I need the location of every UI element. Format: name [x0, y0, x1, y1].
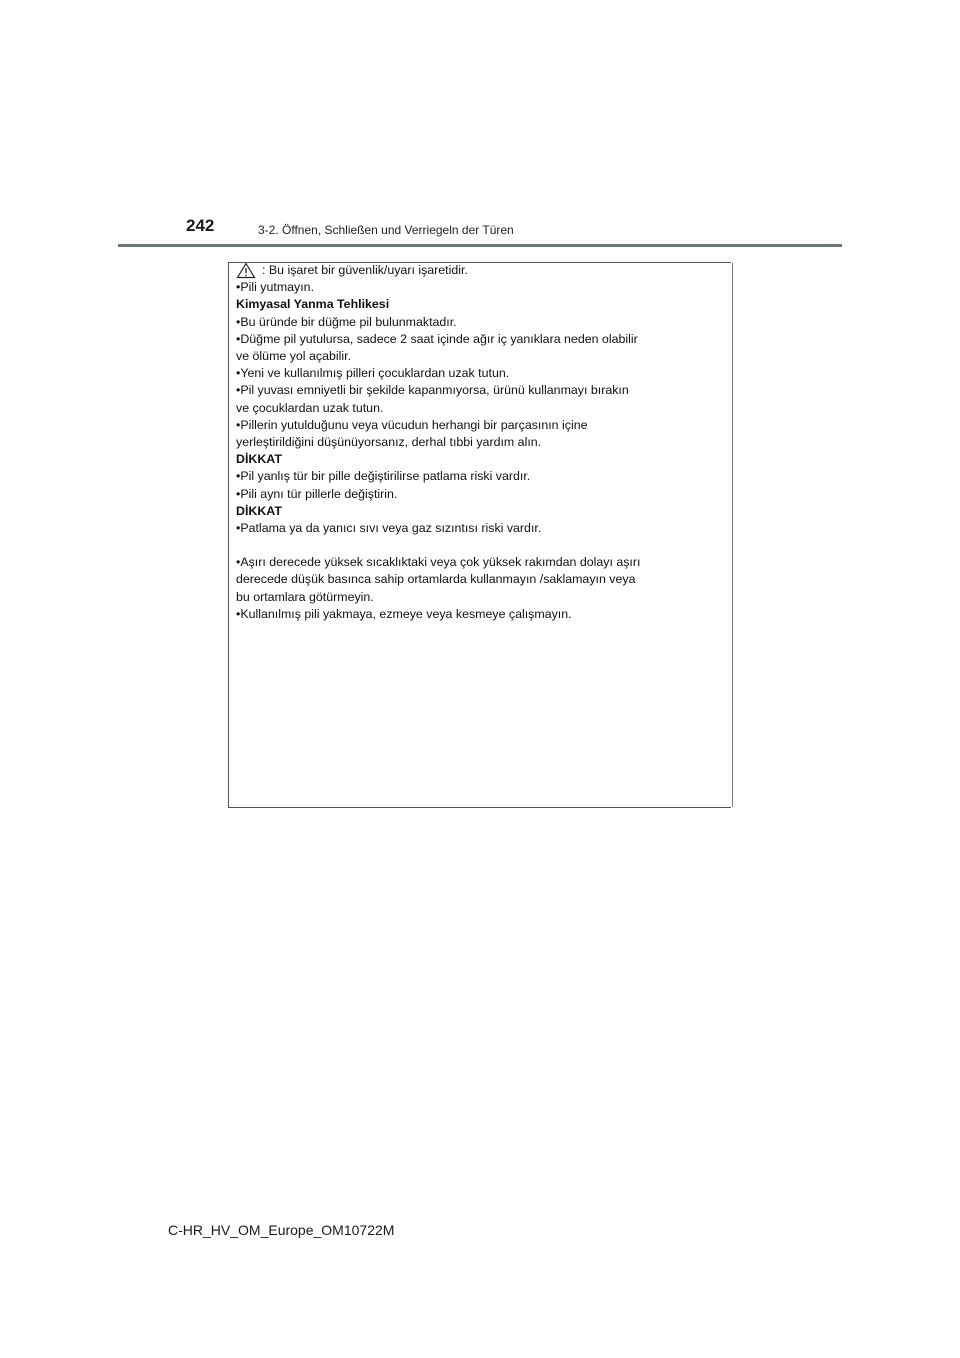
warning-line: •Kullanılmış pili yakmaya, ezmeye veya kesmeye çalışmayın.: [236, 606, 572, 621]
warning-line: •Aşırı derecede yüksek sıcaklıktaki veya çok yüksek rakımdan dolayı aşırı: [236, 555, 641, 570]
page-number: 242: [186, 216, 215, 235]
warning-triangle-icon: [236, 262, 258, 279]
caution-heading: DİKKAT: [236, 503, 282, 518]
warning-line: ve çocuklardan uzak tutun.: [236, 400, 384, 415]
warning-line: •Pili aynı tür pillerle değiştirin.: [236, 486, 398, 501]
warning-line: yerleştirildiğini düşünüyorsanız, derhal tıbbi yardım alın.: [236, 435, 542, 450]
warning-line: •Yeni ve kullanılmış pilleri çocuklardan uzak tutun.: [236, 366, 510, 381]
warning-line: •Bu üründe bir düğme pil bulunmaktadır.: [236, 314, 457, 329]
warning-line: •Pillerin yutulduğunu veya vücudun herhangi bir parçasının içine: [236, 417, 588, 432]
warning-line: •Düğme pil yutulursa, sadece 2 saat içinde ağır iç yanıklara neden olabilir: [236, 331, 638, 346]
warning-line: •Pili yutmayın.: [236, 280, 315, 295]
warning-line: derecede düşük basınca sahip ortamlarda kullanmayın /saklamayın veya: [236, 572, 636, 587]
warning-heading: Kimyasal Yanma Tehlikesi: [236, 297, 390, 312]
warning-text-block: [236, 262, 726, 623]
warning-intro-text: : Bu işaret bir güvenlik/uyarı işaretidir.: [262, 263, 468, 277]
blank-line: [236, 537, 726, 554]
caution-heading: DİKKAT: [236, 452, 282, 467]
section-title: 3-2. Öffnen, Schließen und Verriegeln der Türen: [258, 223, 514, 237]
warning-line: ve ölüme yol açabilir.: [236, 349, 352, 364]
warning-line: bu ortamlara götürmeyin.: [236, 589, 374, 604]
footer-doc-code: C-HR_HV_OM_Europe_OM10722M: [168, 1222, 395, 1238]
warning-line: •Patlama ya da yanıcı sıvı veya gaz sızıntısı riski vardır.: [236, 521, 542, 536]
warning-intro-row: [236, 262, 726, 279]
warning-line: •Pil yuvası emniyetli bir şekilde kapanmıyorsa, ürünü kullanmayı bırakın: [236, 383, 629, 398]
header-rule: [118, 244, 842, 247]
warning-line: •Pil yanlış tür bir pille değiştirilirse patlama riski vardır.: [236, 469, 531, 484]
